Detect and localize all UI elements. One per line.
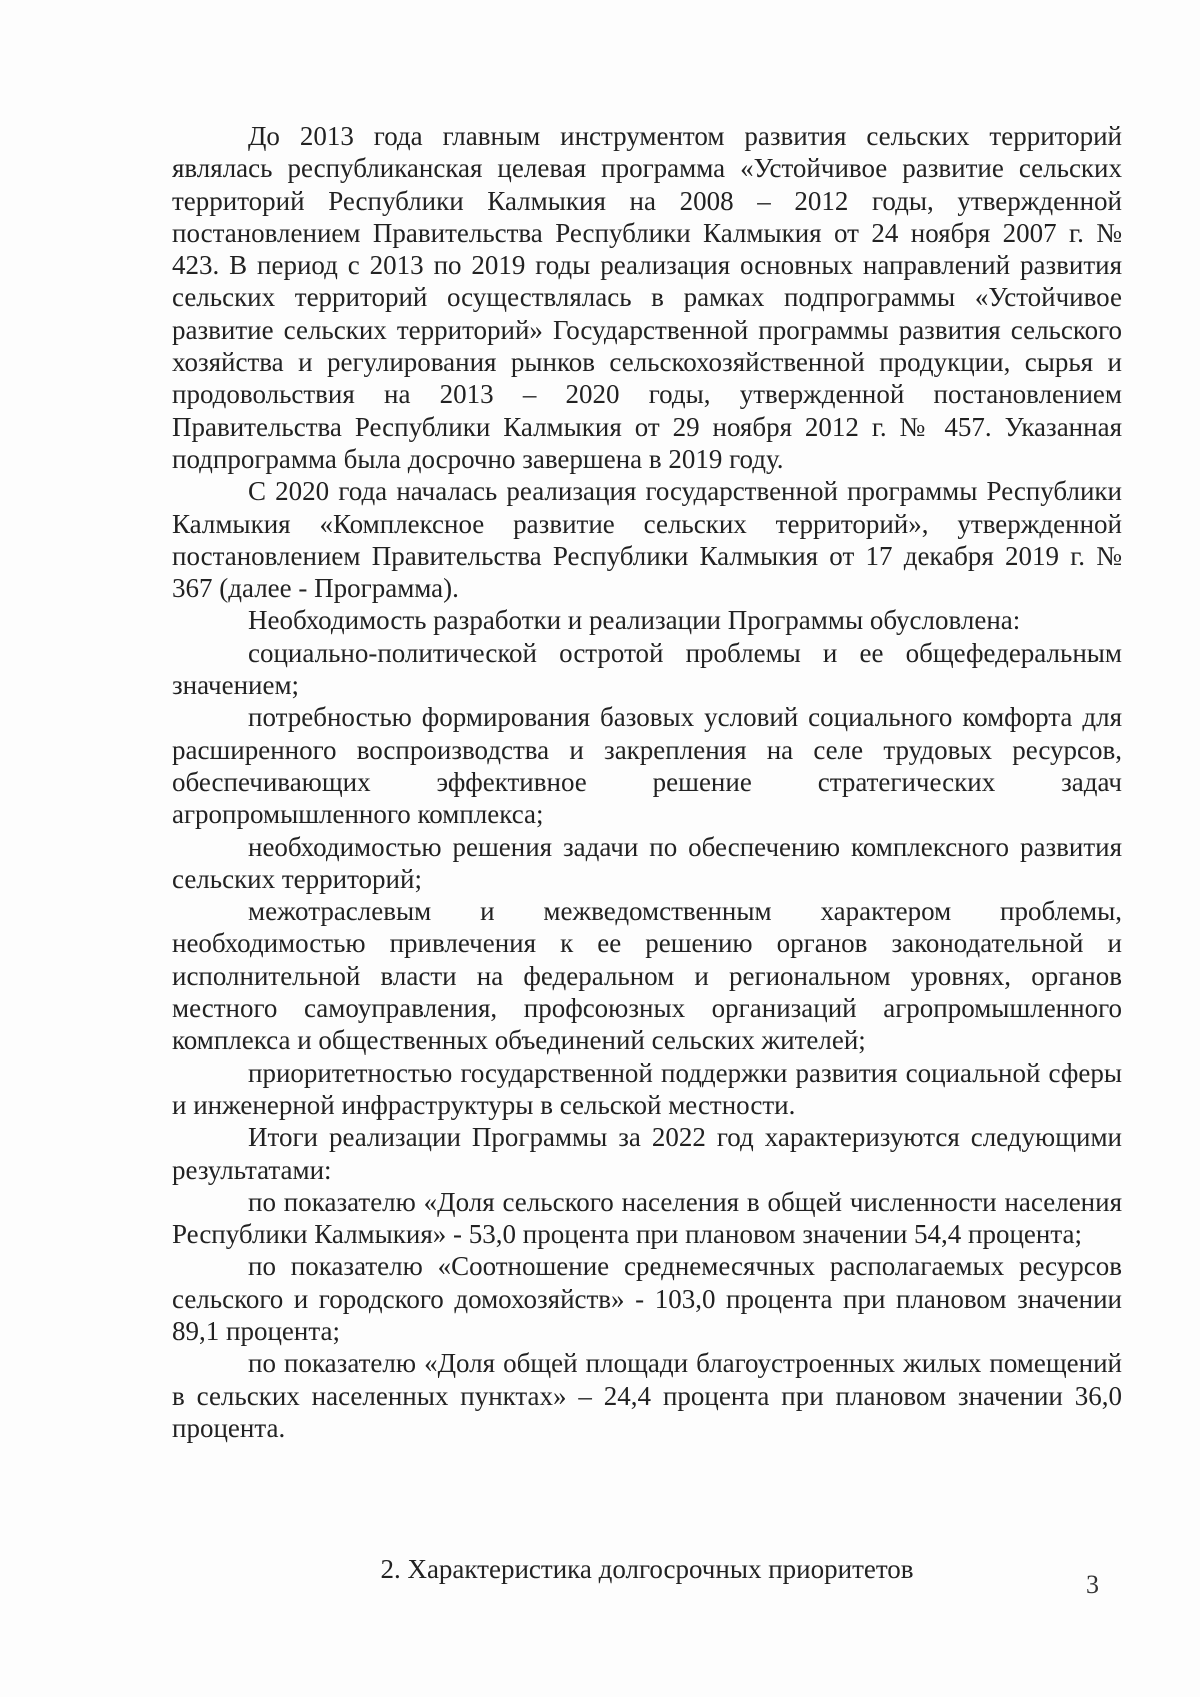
paragraph-results-intro: Итоги реализации Программы за 2022 год характеризуются следующими результатами:	[172, 1122, 1122, 1185]
paragraph-indicator-resources-ratio: по показателю «Соотношение среднемесячных располагаемых ресурсов сельского и городского домохозяйств» - 103,0 процента при плановом значении 89,1 процента;	[172, 1251, 1122, 1346]
paragraph-reason-development: необходимостью решения задачи по обеспечению комплексного развития сельских территорий;	[172, 831, 1122, 894]
paragraph-program-start: С 2020 года началась реализация государственной программы Республики Калмыкия «Комплексное развитие сельских территорий», утвержденной постановлением Правительства Республики Калмыкия от 17 декабря 2019 г. № 367 (далее - Программа).	[172, 476, 1122, 604]
paragraph-history: До 2013 года главным инструментом развития сельских территорий являлась республиканская целевая программа «Устойчивое развитие сельских территорий Республики Калмыкия на 2008 – 2012 годы, утвержденной постановлением Правительства Республики Калмыкия от 24 ноября 2007 г. № 423. В период с 2013 по 2019 годы реализация основных направлений развития сельских территорий осуществлялась в рамках подпрограммы «Устойчивое развитие сельских территорий» Государственной программы развития сельского хозяйства и регулирования рынков сельскохозяйственной продукции, сырья и продовольствия на 2013 – 2020 годы, утвержденной постановлением Правительства Республики Калмыкия от 29 ноября 2012 г. № 457. Указанная подпрограмма была досрочно завершена в 2019 году.	[172, 121, 1122, 474]
paragraph-reason-priority: приоритетностью государственной поддержки развития социальной сферы и инженерной инфраструктуры в сельской местности.	[172, 1057, 1122, 1120]
body-text	[172, 120, 1122, 1444]
paragraph-indicator-housing-share: по показателю «Доля общей площади благоустроенных жилых помещений в сельских населенных пунктах» – 24,4 процента при плановом значении 36,0 процента.	[172, 1348, 1122, 1443]
paragraph-necessity-intro: Необходимость разработки и реализации Программы обусловлена:	[248, 605, 1021, 636]
paragraph-reason-comfort: потребностью формирования базовых условий социального комфорта для расширенного воспроизводства и закрепления на селе трудовых ресурсов, обеспечивающих эффективное решение стратегических задач агропромышленного комплекса;	[172, 702, 1122, 830]
page-number: 3	[1086, 1570, 1099, 1599]
paragraph-reason-intersectoral: межотраслевым и межведомственным характером проблемы, необходимостью привлечения к ее решению органов законодательной и исполнительной власти на федеральном и региональном уровнях, органов местного самоуправления, профсоюзных организаций агропромышленного комплекса и общественных объединений сельских жителей;	[172, 896, 1122, 1056]
paragraph-reason-social-political: социально-политической остротой проблемы и ее общефедеральным значением;	[172, 637, 1122, 701]
section-heading: 2. Характеристика долгосрочных приоритетов	[380, 1554, 914, 1584]
paragraph-indicator-rural-share: по показателю «Доля сельского населения в общей численности населения Республики Калмыкия» - 53,0 процента при плановом значении 54,4 процента;	[172, 1186, 1122, 1250]
